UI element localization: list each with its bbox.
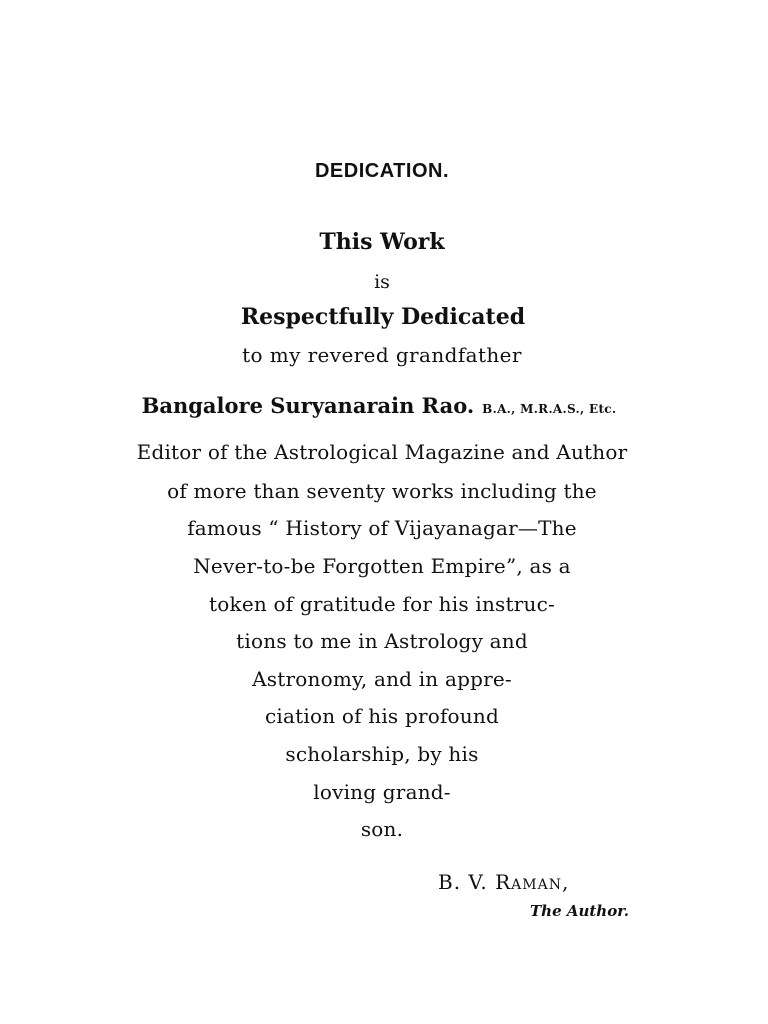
paragraph-line: scholarship, by his: [285, 742, 479, 766]
paragraph-line: tions to me in Astrology and: [236, 629, 528, 653]
paragraph-line: Never-to-be Forgotten Empire”, as a: [193, 554, 571, 578]
dedication-heading: DEDICATION.: [314, 160, 449, 182]
paragraph-line: Astronomy, and in appre-: [252, 667, 512, 691]
grandfather-name: Bangalore Suryanarain Rao.: [141, 393, 475, 418]
respectfully-dedicated-line: Respectfully Dedicated: [240, 304, 526, 330]
paragraph-line: Editor of the Astrological Magazine and Author: [136, 440, 628, 464]
paragraph-line: ciation of his profound: [265, 704, 499, 728]
paragraph-line: famous “ History of Vijayanagar—The: [187, 516, 577, 540]
author-signature: B. V. Raman,: [438, 870, 570, 894]
is-line: is: [374, 271, 390, 293]
paragraph-line: loving grand-: [313, 780, 451, 804]
paragraph-line: son.: [360, 817, 404, 841]
grandfather-name-line: [0, 393, 758, 418]
revered-grandfather-line: to my revered grandfather: [242, 343, 522, 367]
author-role: The Author.: [530, 902, 629, 920]
grandfather-degrees: B.A., M.R.A.S., Etc.: [482, 402, 617, 416]
this-work-line: This Work: [319, 229, 445, 255]
paragraph-line: token of gratitude for his instruc-: [209, 592, 555, 616]
paragraph-line: of more than seventy works including the: [167, 479, 597, 503]
